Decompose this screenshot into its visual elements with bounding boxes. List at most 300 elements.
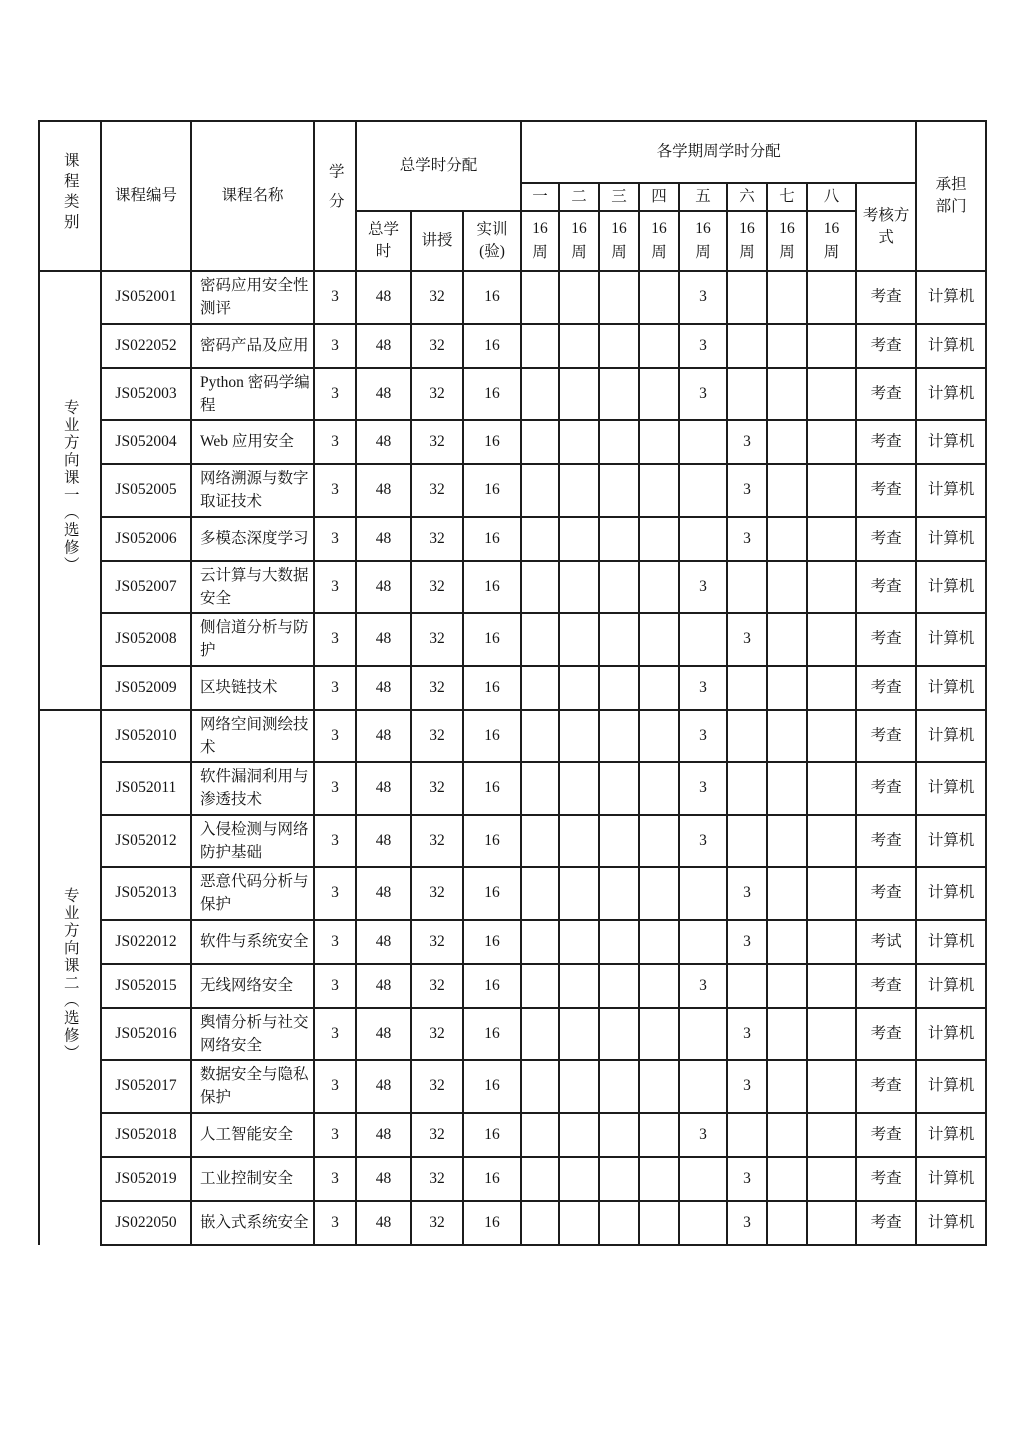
course-row: [39, 710, 986, 763]
course-code: JS052008: [101, 613, 191, 666]
assessment-value: 考查: [856, 613, 916, 666]
course-code: JS052017: [101, 1060, 191, 1113]
semester-7-hours: [767, 964, 807, 1008]
total-hours-value: 48: [356, 867, 411, 920]
semester-7-hours: [767, 368, 807, 421]
semester-4-hours: [639, 613, 679, 666]
lecture-hours-value: 32: [411, 271, 463, 324]
credit-value: 3: [314, 517, 356, 561]
department-value: 计算机: [916, 561, 986, 614]
semester-5-hours: [679, 464, 727, 517]
semester-2-hours: [559, 1008, 599, 1061]
weeks-unit: 周: [651, 244, 667, 261]
semester-1-hours: [521, 368, 559, 421]
course-name: 网络空间测绘技术: [191, 710, 314, 763]
category-cell: [39, 710, 101, 1245]
semester-7-hours: [767, 420, 807, 464]
semester-3-hours: [599, 517, 639, 561]
header-weeks-3: [599, 211, 639, 271]
assessment-value: 考查: [856, 867, 916, 920]
course-row: [39, 464, 986, 517]
category-cell: [39, 271, 101, 710]
semester-5-hours: [679, 1060, 727, 1113]
course-row: [39, 324, 986, 368]
semester-8-hours: [807, 1008, 856, 1061]
assessment-value: 考查: [856, 271, 916, 324]
semester-2-hours: [559, 613, 599, 666]
semester-6-hours: 3: [727, 1201, 767, 1245]
category-label: 专业方向课二（选修）: [61, 886, 79, 1062]
semester-6-hours: [727, 762, 767, 815]
department-value: 计算机: [916, 815, 986, 868]
credit-value: 3: [314, 1157, 356, 1201]
course-name: 软件与系统安全: [191, 920, 314, 964]
lecture-hours-value: 32: [411, 710, 463, 763]
semester-7-hours: [767, 920, 807, 964]
semester-6-hours: [727, 324, 767, 368]
semester-1-hours: [521, 271, 559, 324]
credit-value: 3: [314, 1201, 356, 1245]
credit-value: 3: [314, 867, 356, 920]
header-weeks-5: [679, 211, 727, 271]
assessment-value: 考查: [856, 561, 916, 614]
course-code: JS052019: [101, 1157, 191, 1201]
weeks-unit: 周: [695, 244, 711, 261]
semester-1-hours: [521, 666, 559, 710]
department-value: 计算机: [916, 1060, 986, 1113]
semester-4-hours: [639, 666, 679, 710]
semester-4-hours: [639, 1008, 679, 1061]
course-code: JS052004: [101, 420, 191, 464]
semester-3-hours: [599, 271, 639, 324]
weeks-value: 16: [571, 219, 587, 237]
semester-4-hours: [639, 867, 679, 920]
semester-6-hours: 3: [727, 1060, 767, 1113]
department-value: 计算机: [916, 517, 986, 561]
credit-value: 3: [314, 561, 356, 614]
course-row: [39, 561, 986, 614]
header-category: [39, 121, 101, 271]
course-name: 入侵检测与网络防护基础: [191, 815, 314, 868]
course-name: 人工智能安全: [191, 1113, 314, 1157]
credit-value: 3: [314, 464, 356, 517]
course-row: [39, 815, 986, 868]
practice-hours-value: 16: [463, 666, 521, 710]
practice-hours-value: 16: [463, 920, 521, 964]
weeks-value: 16: [695, 219, 711, 237]
semester-1-hours: [521, 561, 559, 614]
semester-4-hours: [639, 762, 679, 815]
header-category-label: 课程类别: [61, 151, 79, 234]
weeks-value: 16: [611, 219, 627, 237]
lecture-hours-value: 32: [411, 815, 463, 868]
semester-2-hours: [559, 368, 599, 421]
semester-3-hours: [599, 920, 639, 964]
practice-hours-value: 16: [463, 420, 521, 464]
semester-6-hours: 3: [727, 1157, 767, 1201]
semester-7-hours: [767, 815, 807, 868]
course-row: [39, 420, 986, 464]
course-code: JS022012: [101, 920, 191, 964]
total-hours-value: 48: [356, 517, 411, 561]
course-name: 密码应用安全性测评: [191, 271, 314, 324]
semester-6-hours: [727, 1113, 767, 1157]
semester-2-hours: [559, 920, 599, 964]
department-value: 计算机: [916, 666, 986, 710]
total-hours-value: 48: [356, 561, 411, 614]
total-hours-value: 48: [356, 1113, 411, 1157]
semester-1-hours: [521, 1113, 559, 1157]
semester-2-hours: [559, 1113, 599, 1157]
semester-5-hours: [679, 1157, 727, 1201]
total-hours-value: 48: [356, 1008, 411, 1061]
course-name: 密码产品及应用: [191, 324, 314, 368]
semester-3-hours: [599, 1113, 639, 1157]
semester-7-hours: [767, 324, 807, 368]
department-value: 计算机: [916, 368, 986, 421]
course-name: 恶意代码分析与保护: [191, 867, 314, 920]
credit-value: 3: [314, 324, 356, 368]
semester-3-hours: [599, 368, 639, 421]
course-code: JS052015: [101, 964, 191, 1008]
semester-1-hours: [521, 420, 559, 464]
semester-8-hours: [807, 613, 856, 666]
course-row: [39, 517, 986, 561]
assessment-value: 考查: [856, 1113, 916, 1157]
credit-value: 3: [314, 1008, 356, 1061]
semester-5-hours: 3: [679, 710, 727, 763]
lecture-hours-value: 32: [411, 324, 463, 368]
semester-2-hours: [559, 1201, 599, 1245]
course-code: JS052009: [101, 666, 191, 710]
semester-1-hours: [521, 815, 559, 868]
credit-value: 3: [314, 1060, 356, 1113]
assessment-value: 考查: [856, 762, 916, 815]
department-value: 计算机: [916, 1008, 986, 1061]
total-hours-value: 48: [356, 420, 411, 464]
practice-hours-value: 16: [463, 710, 521, 763]
semester-8-hours: [807, 815, 856, 868]
semester-1-hours: [521, 964, 559, 1008]
semester-3-hours: [599, 1201, 639, 1245]
course-name: 嵌入式系统安全: [191, 1201, 314, 1245]
semester-6-hours: 3: [727, 1008, 767, 1061]
practice-hours-value: 16: [463, 1060, 521, 1113]
semester-8-hours: [807, 517, 856, 561]
course-row: [39, 666, 986, 710]
course-row: [39, 1008, 986, 1061]
header-department: 承担部门: [916, 121, 986, 271]
total-hours-value: 48: [356, 920, 411, 964]
semester-6-hours: 3: [727, 420, 767, 464]
semester-5-hours: 3: [679, 815, 727, 868]
semester-2-hours: [559, 561, 599, 614]
lecture-hours-value: 32: [411, 762, 463, 815]
header-semester-7: 七: [767, 183, 807, 211]
course-code: JS052007: [101, 561, 191, 614]
total-hours-value: 48: [356, 964, 411, 1008]
weeks-unit: 周: [571, 244, 587, 261]
header-semester-1: 一: [521, 183, 559, 211]
semester-6-hours: 3: [727, 464, 767, 517]
lecture-hours-value: 32: [411, 1201, 463, 1245]
department-value: 计算机: [916, 271, 986, 324]
semester-6-hours: [727, 561, 767, 614]
course-name: 侧信道分析与防护: [191, 613, 314, 666]
semester-5-hours: 3: [679, 762, 727, 815]
weeks-value: 16: [779, 219, 795, 237]
header-semester-5: 五: [679, 183, 727, 211]
semester-2-hours: [559, 271, 599, 324]
semester-2-hours: [559, 666, 599, 710]
semester-5-hours: 3: [679, 964, 727, 1008]
assessment-value: 考查: [856, 368, 916, 421]
semester-5-hours: 3: [679, 1113, 727, 1157]
lecture-hours-value: 32: [411, 964, 463, 1008]
semester-2-hours: [559, 464, 599, 517]
course-code: JS052016: [101, 1008, 191, 1061]
semester-2-hours: [559, 867, 599, 920]
header-weeks-8: [807, 211, 856, 271]
semester-7-hours: [767, 464, 807, 517]
department-value: 计算机: [916, 762, 986, 815]
department-value: 计算机: [916, 613, 986, 666]
header-credit-label: 学分: [326, 163, 344, 223]
semester-2-hours: [559, 964, 599, 1008]
course-row: [39, 1201, 986, 1245]
course-row: [39, 1113, 986, 1157]
weeks-value: 16: [651, 219, 667, 237]
category-label: 专业方向课一（选修）: [61, 399, 79, 575]
semester-1-hours: [521, 1060, 559, 1113]
course-code: JS052012: [101, 815, 191, 868]
course-row: [39, 964, 986, 1008]
header-semester-6: 六: [727, 183, 767, 211]
practice-hours-value: 16: [463, 1201, 521, 1245]
semester-3-hours: [599, 464, 639, 517]
semester-8-hours: [807, 666, 856, 710]
semester-3-hours: [599, 762, 639, 815]
assessment-value: 考查: [856, 666, 916, 710]
header-practice-hours: 实训(验): [463, 211, 521, 271]
credit-value: 3: [314, 920, 356, 964]
course-row: [39, 1157, 986, 1201]
semester-3-hours: [599, 1008, 639, 1061]
semester-1-hours: [521, 920, 559, 964]
semester-4-hours: [639, 420, 679, 464]
assessment-value: 考查: [856, 1201, 916, 1245]
course-code: JS052013: [101, 867, 191, 920]
semester-5-hours: [679, 920, 727, 964]
header-total-hours-group: 总学时分配: [356, 121, 521, 211]
header-weeks-4: [639, 211, 679, 271]
credit-value: 3: [314, 368, 356, 421]
semester-7-hours: [767, 1060, 807, 1113]
semester-3-hours: [599, 710, 639, 763]
semester-7-hours: [767, 867, 807, 920]
practice-hours-value: 16: [463, 368, 521, 421]
header-semester-2: 二: [559, 183, 599, 211]
course-code: JS052018: [101, 1113, 191, 1157]
course-name: Python 密码学编程: [191, 368, 314, 421]
semester-7-hours: [767, 1201, 807, 1245]
semester-3-hours: [599, 815, 639, 868]
semester-1-hours: [521, 1201, 559, 1245]
semester-3-hours: [599, 964, 639, 1008]
assessment-value: 考查: [856, 324, 916, 368]
total-hours-value: 48: [356, 368, 411, 421]
semester-3-hours: [599, 666, 639, 710]
semester-2-hours: [559, 324, 599, 368]
course-name: 数据安全与隐私保护: [191, 1060, 314, 1113]
assessment-value: 考查: [856, 710, 916, 763]
course-name: 工业控制安全: [191, 1157, 314, 1201]
semester-8-hours: [807, 271, 856, 324]
semester-6-hours: [727, 815, 767, 868]
semester-8-hours: [807, 867, 856, 920]
practice-hours-value: 16: [463, 324, 521, 368]
practice-hours-value: 16: [463, 613, 521, 666]
department-value: 计算机: [916, 464, 986, 517]
semester-3-hours: [599, 561, 639, 614]
semester-6-hours: 3: [727, 867, 767, 920]
lecture-hours-value: 32: [411, 613, 463, 666]
weeks-unit: 周: [532, 244, 548, 261]
credit-value: 3: [314, 613, 356, 666]
assessment-value: 考查: [856, 964, 916, 1008]
semester-1-hours: [521, 1157, 559, 1201]
course-code: JS052003: [101, 368, 191, 421]
department-value: 计算机: [916, 964, 986, 1008]
course-name: Web 应用安全: [191, 420, 314, 464]
header-semester-3: 三: [599, 183, 639, 211]
semester-4-hours: [639, 1113, 679, 1157]
credit-value: 3: [314, 420, 356, 464]
total-hours-value: 48: [356, 710, 411, 763]
semester-7-hours: [767, 271, 807, 324]
semester-1-hours: [521, 710, 559, 763]
semester-5-hours: 3: [679, 561, 727, 614]
course-table-body: [39, 271, 986, 1245]
header-semester-8: 八: [807, 183, 856, 211]
total-hours-value: 48: [356, 762, 411, 815]
semester-1-hours: [521, 464, 559, 517]
practice-hours-value: 16: [463, 867, 521, 920]
course-code: JS052006: [101, 517, 191, 561]
lecture-hours-value: 32: [411, 1008, 463, 1061]
weeks-value: 16: [823, 219, 840, 237]
lecture-hours-value: 32: [411, 666, 463, 710]
course-name: 云计算与大数据安全: [191, 561, 314, 614]
semester-6-hours: [727, 964, 767, 1008]
semester-2-hours: [559, 1157, 599, 1201]
assessment-value: 考查: [856, 1008, 916, 1061]
semester-4-hours: [639, 1157, 679, 1201]
semester-4-hours: [639, 1201, 679, 1245]
semester-5-hours: [679, 517, 727, 561]
course-code: JS022052: [101, 324, 191, 368]
semester-7-hours: [767, 561, 807, 614]
practice-hours-value: 16: [463, 464, 521, 517]
assessment-value: 考试: [856, 920, 916, 964]
course-name: 舆情分析与社交网络安全: [191, 1008, 314, 1061]
assessment-value: 考查: [856, 464, 916, 517]
course-row: [39, 271, 986, 324]
semester-4-hours: [639, 324, 679, 368]
course-code: JS052010: [101, 710, 191, 763]
header-course-code: 课程编号: [101, 121, 191, 271]
course-name: 软件漏洞利用与渗透技术: [191, 762, 314, 815]
semester-7-hours: [767, 1113, 807, 1157]
semester-5-hours: [679, 1201, 727, 1245]
assessment-value: 考查: [856, 420, 916, 464]
semester-4-hours: [639, 464, 679, 517]
assessment-value: 考查: [856, 815, 916, 868]
weeks-unit: 周: [823, 244, 840, 261]
practice-hours-value: 16: [463, 1113, 521, 1157]
course-name: 区块链技术: [191, 666, 314, 710]
weeks-unit: 周: [611, 244, 627, 261]
semester-8-hours: [807, 464, 856, 517]
semester-4-hours: [639, 1060, 679, 1113]
semester-3-hours: [599, 1157, 639, 1201]
semester-6-hours: [727, 666, 767, 710]
lecture-hours-value: 32: [411, 368, 463, 421]
course-schedule-table: [38, 120, 987, 1246]
semester-7-hours: [767, 613, 807, 666]
practice-hours-value: 16: [463, 815, 521, 868]
practice-hours-value: 16: [463, 271, 521, 324]
department-value: 计算机: [916, 1157, 986, 1201]
semester-6-hours: [727, 368, 767, 421]
total-hours-value: 48: [356, 613, 411, 666]
semester-4-hours: [639, 710, 679, 763]
department-value: 计算机: [916, 1201, 986, 1245]
practice-hours-value: 16: [463, 964, 521, 1008]
course-row: [39, 368, 986, 421]
lecture-hours-value: 32: [411, 517, 463, 561]
semester-4-hours: [639, 561, 679, 614]
header-semester-4: 四: [639, 183, 679, 211]
semester-8-hours: [807, 964, 856, 1008]
course-row: [39, 867, 986, 920]
course-code: JS052001: [101, 271, 191, 324]
header-total-hours: 总学时: [356, 211, 411, 271]
semester-3-hours: [599, 867, 639, 920]
total-hours-value: 48: [356, 1060, 411, 1113]
weeks-value: 16: [532, 219, 548, 237]
semester-8-hours: [807, 368, 856, 421]
semester-5-hours: 3: [679, 324, 727, 368]
department-value: 计算机: [916, 920, 986, 964]
total-hours-value: 48: [356, 666, 411, 710]
total-hours-value: 48: [356, 1157, 411, 1201]
header-assessment: 考核方式: [856, 183, 916, 271]
semester-2-hours: [559, 815, 599, 868]
lecture-hours-value: 32: [411, 561, 463, 614]
semester-2-hours: [559, 762, 599, 815]
credit-value: 3: [314, 762, 356, 815]
semester-3-hours: [599, 324, 639, 368]
semester-7-hours: [767, 517, 807, 561]
header-credit: [314, 121, 356, 271]
course-name: 无线网络安全: [191, 964, 314, 1008]
course-name: 网络溯源与数字取证技术: [191, 464, 314, 517]
semester-8-hours: [807, 762, 856, 815]
lecture-hours-value: 32: [411, 1157, 463, 1201]
semester-2-hours: [559, 420, 599, 464]
semester-7-hours: [767, 762, 807, 815]
